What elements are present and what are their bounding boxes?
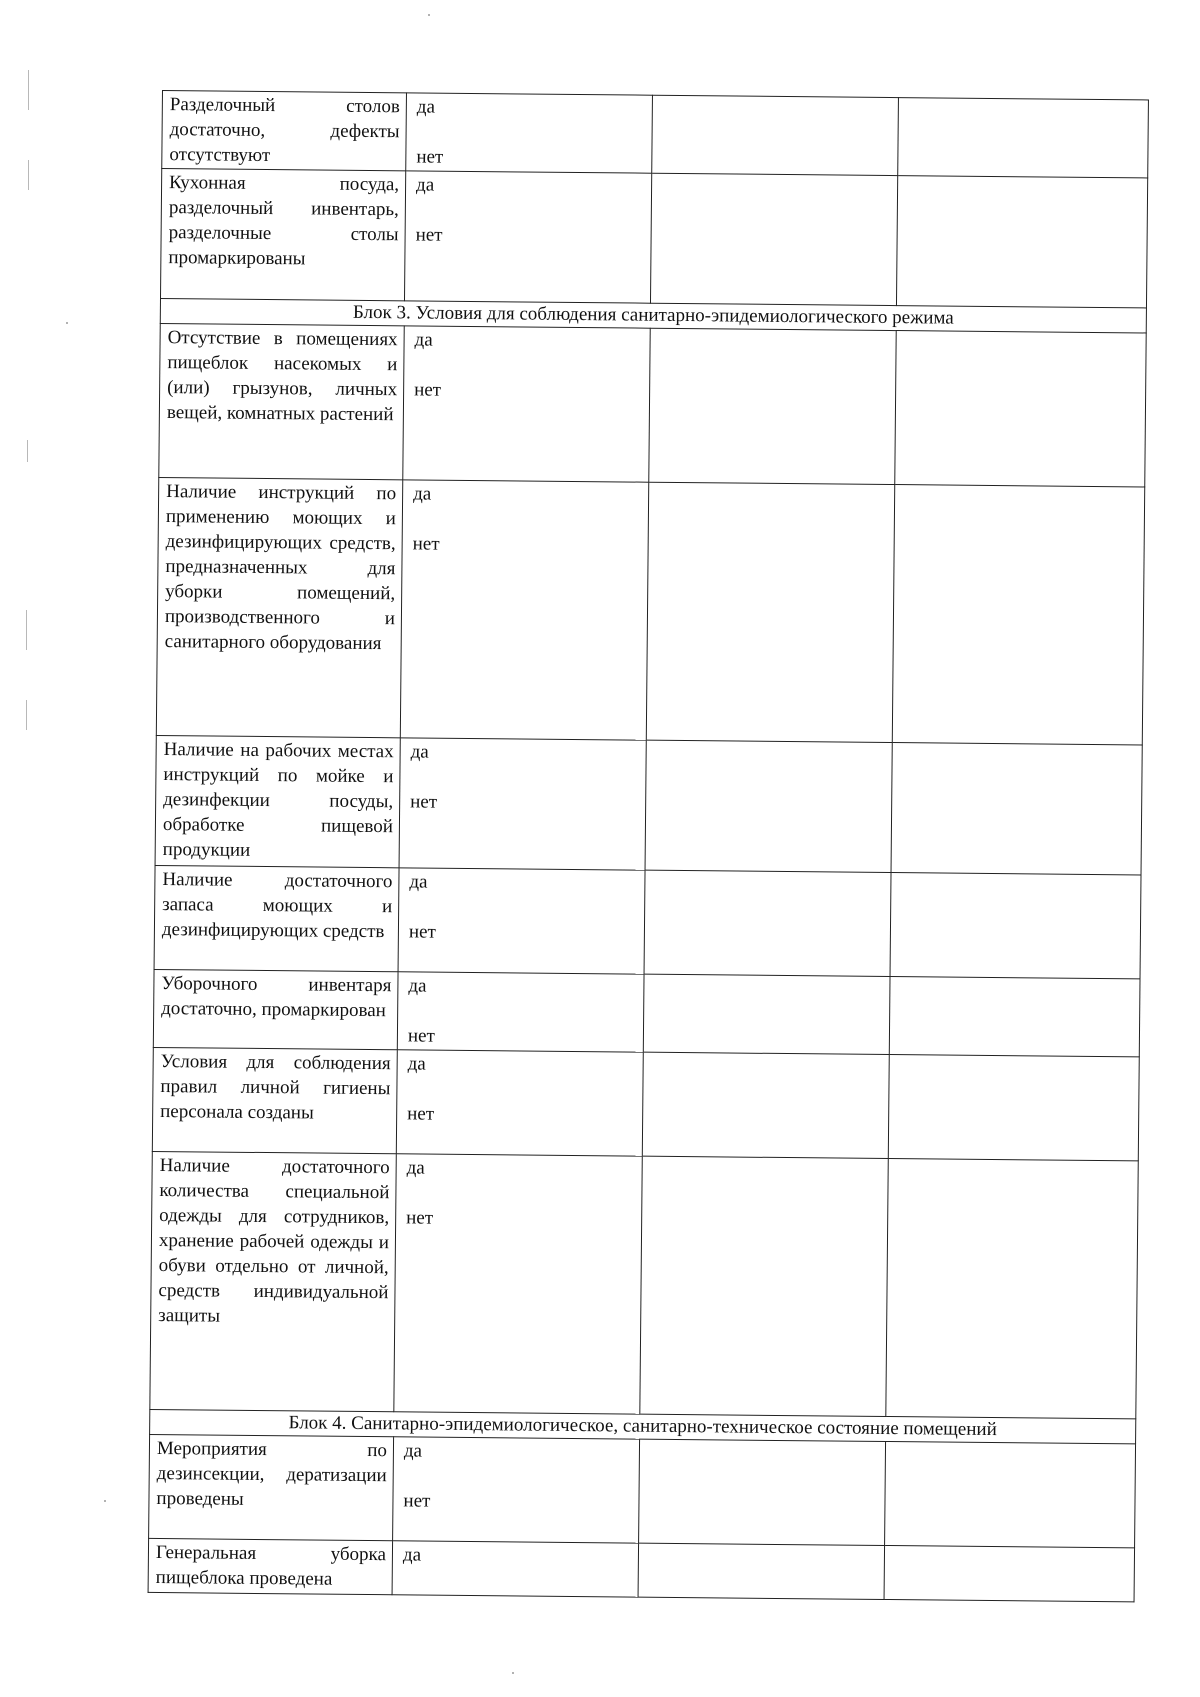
criterion-cell: Наличие достаточного количества специальной одежды для сотрудников, хранение рабочей одежды и обуви отдельно от личной, средств индивидуальной защиты bbox=[150, 1151, 396, 1411]
option-no: нет bbox=[414, 379, 442, 401]
option-yes: да bbox=[409, 871, 428, 893]
criterion-cell: Мероприятия по дезинсекции, дератизации проведены bbox=[149, 1434, 394, 1540]
blank-cell bbox=[884, 1546, 1135, 1602]
criterion-cell: Генеральная уборка пищеблока проведена bbox=[148, 1538, 393, 1594]
table-row bbox=[160, 169, 1147, 308]
blank-cell bbox=[646, 482, 894, 742]
answer-options-cell bbox=[404, 171, 651, 303]
answer-options-cell bbox=[406, 93, 653, 173]
scan-speck bbox=[104, 1500, 106, 1502]
scan-edge-mark bbox=[27, 440, 28, 462]
blank-cell bbox=[645, 740, 892, 872]
blank-cell bbox=[650, 173, 897, 305]
blank-cell bbox=[652, 95, 899, 175]
table-row bbox=[162, 91, 1149, 178]
option-yes: да bbox=[413, 483, 432, 505]
blank-cell bbox=[649, 328, 896, 484]
criterion-cell: Наличие достаточного запаса моющих и дезинфицирующих средств bbox=[154, 865, 399, 971]
option-yes: да bbox=[415, 174, 435, 196]
criterion-cell: Уборочного инвентаря достаточно, промаркирован bbox=[153, 969, 398, 1049]
option-yes: да bbox=[403, 1440, 423, 1462]
option-no: нет bbox=[403, 1490, 431, 1512]
inspection-checklist-table bbox=[148, 90, 1149, 1602]
table-row bbox=[155, 735, 1142, 874]
blank-cell bbox=[644, 870, 891, 976]
option-no: нет bbox=[406, 1207, 434, 1229]
table-row bbox=[149, 1434, 1136, 1547]
blank-cell bbox=[885, 1442, 1136, 1548]
answer-options-cell bbox=[398, 868, 645, 974]
option-no: нет bbox=[407, 1103, 435, 1125]
block-heading: Блок 3. Условия для соблюдения санитарно-эпидемиологического режима bbox=[160, 298, 1146, 332]
option-no: нет bbox=[408, 921, 436, 943]
option-yes: да bbox=[402, 1544, 422, 1566]
answer-options-cell bbox=[392, 1541, 639, 1597]
answer-options-cell bbox=[394, 1154, 642, 1414]
scan-speck bbox=[512, 1672, 514, 1674]
table-row bbox=[152, 1047, 1139, 1160]
scan-edge-mark bbox=[28, 160, 29, 190]
blank-cell bbox=[898, 98, 1149, 178]
criterion-cell: Кухонная посуда, разделочный инвентарь, разделочные столы промаркированы bbox=[160, 169, 405, 301]
table-row bbox=[148, 1538, 1134, 1601]
option-no: нет bbox=[415, 224, 443, 246]
blank-cell bbox=[896, 176, 1147, 308]
answer-options-cell bbox=[399, 738, 646, 870]
scan-speck bbox=[428, 14, 430, 16]
answer-options-cell bbox=[393, 1437, 640, 1543]
criterion-cell: Разделочный столов достаточно, дефекты отсутствуют bbox=[162, 91, 407, 171]
scan-edge-mark bbox=[28, 70, 29, 110]
answer-options-cell bbox=[396, 1050, 643, 1156]
blank-cell bbox=[890, 873, 1141, 979]
option-yes: да bbox=[410, 741, 429, 763]
blank-cell bbox=[639, 1439, 886, 1545]
option-yes: да bbox=[414, 329, 433, 351]
option-no: нет bbox=[416, 146, 444, 168]
option-yes: да bbox=[416, 96, 436, 118]
answer-options-cell bbox=[397, 972, 644, 1052]
option-yes: да bbox=[408, 975, 427, 997]
criterion-cell: Наличие на рабочих местах инструкций по мойке и дезинфекции посуды, обработке пищевой продукции bbox=[155, 735, 400, 867]
blank-cell bbox=[886, 1159, 1138, 1419]
blank-cell bbox=[892, 485, 1144, 745]
option-yes: да bbox=[406, 1157, 425, 1179]
table-row bbox=[150, 1151, 1138, 1418]
blank-cell bbox=[888, 1055, 1139, 1161]
option-no: нет bbox=[410, 791, 438, 813]
blank-cell bbox=[895, 331, 1146, 487]
blank-cell bbox=[640, 1156, 888, 1416]
scan-speck bbox=[66, 322, 68, 324]
criterion-cell: Отсутствие в помещениях пищеблок насекомых и (или) грызунов, личных вещей, комнатных растений bbox=[159, 323, 404, 479]
blank-cell bbox=[889, 977, 1140, 1057]
criterion-cell: Наличие инструкций по применению моющих и дезинфицирующих средств, предназначенных для уборки помещений, производственного и санитарного оборудования bbox=[156, 477, 402, 737]
answer-options-cell bbox=[403, 326, 650, 482]
blank-cell bbox=[642, 1052, 889, 1158]
table-row bbox=[154, 865, 1141, 978]
blank-cell bbox=[643, 974, 890, 1054]
criterion-cell: Условия для соблюдения правил личной гигиены персонала созданы bbox=[152, 1047, 397, 1153]
option-no: нет bbox=[407, 1025, 435, 1047]
option-yes: да bbox=[407, 1053, 426, 1075]
table-row bbox=[159, 323, 1146, 486]
answer-options-cell bbox=[400, 480, 648, 740]
scan-edge-mark bbox=[26, 700, 27, 730]
table-row bbox=[153, 969, 1140, 1056]
table-row bbox=[156, 477, 1144, 744]
block-heading: Блок 4. Санитарно-эпидемиологическое, санитарно-техническое состояние помещений bbox=[150, 1409, 1136, 1443]
option-no: нет bbox=[412, 533, 440, 555]
blank-cell bbox=[638, 1543, 885, 1599]
scan-edge-mark bbox=[26, 610, 27, 650]
blank-cell bbox=[891, 743, 1142, 875]
